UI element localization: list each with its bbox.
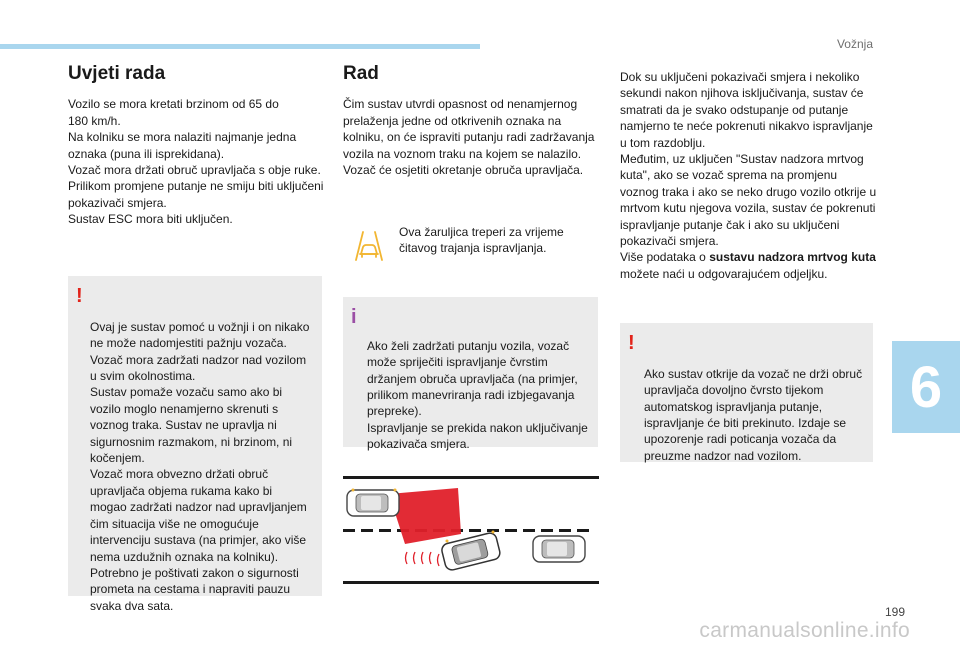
warning-text: Ako sustav otkrije da vozač ne drži obruč upravljača dovoljno čvrsto tijekom automatskog ispravljanja putanje, ispravljanje će biti prekinuto. Izdaje se upozorenje radi poticanja vozača da preuzme nadzor nad vozilom. [644,366,863,463]
road-edge-top [343,476,599,479]
chapter-tab: 6 [892,341,960,433]
warning-box-driver-attention [68,276,322,613]
road-edge-bottom [343,581,599,584]
warning-exclamation-icon: ! [628,332,635,354]
blind-spot-zone [389,488,461,544]
lamp-text: Ova žaruljica treperi za vrijeme čitavog trajanja ispravljanja. [399,225,564,256]
warning-exclamation-icon: ! [76,285,83,307]
lane-keep-assist-lamp-icon [349,226,389,266]
header-bar [0,44,480,49]
warning-box-hands-off [620,323,873,462]
watermark: carmanualsonline.info [699,619,910,642]
car-blind-spot-right [533,536,585,562]
car-top-left [347,490,399,516]
middle-column [343,63,601,178]
middle-body: Čim sustav utvrdi opasnost od nenamjernog prelaženja jedne od otkrivenih oznaka na kolniku, on će ispraviti putanju radi zadržavanja vozila na voznom traku na kojem se nalazilo. Vozač će osjetiti okretanje obruča upravljača. [343,97,595,178]
left-body: Vozilo se mora kretati brzinom od 65 do 180 km/h. Na kolniku se mora nalaziti najmanje jedna oznaka (puna ili isprekidana). Vozač mora držati obruč upravljača s obje ruke. Prilikom promjene putanje ne smiju biti uključeni pokazivači smjera. Sustav ESC mora biti uključen. [68,97,324,227]
info-icon: i [351,306,357,328]
right-body-text-end: možete naći u odgovarajućem odjeljku. [620,266,828,281]
blind-spot-reference: sustavu nadzora mrtvog kuta [709,250,876,265]
car-correcting [440,532,501,572]
section-title: Vožnja [836,37,873,51]
left-column [68,63,326,228]
left-title: Uvjeti rada [68,63,166,84]
page-number: 199 [884,605,905,619]
warning-text: Ovaj je sustav pomoć u vožnji i on nikako ne može nadomjestiti pažnju vozača. Vozač mora zadržati nadzor nad vozilom u svim okolnostima. Sustav pomaže vozaču samo ako bi vozilo moglo nenamjerno skrenuti s voznog traka. Sustav ne upravlja ni sigurnosnim razmakom, ni brzinom, ni kočenjem. Vozač mora obvezno držati obruč upravljača objema rukama kako bi mogao zadržati nadzor nad upravljanjem čim situacija više ne omogućuje intervenciju sustava (na primjer, ako više nema uzdužnih oznaka na kolniku). Potrebno je poštivati zakon o sigurnosti prometa na cestama i napraviti pauzu svaka dva sata. [90,319,310,613]
middle-title: Rad [343,63,379,84]
lane-dashes [343,529,589,532]
lamp-note [343,224,601,272]
right-column [620,66,878,282]
correction-arcs [406,552,440,566]
info-box-override [343,297,598,452]
right-body-text: Dok su uključeni pokazivači smjera i nekoliko sekundi nakon njihova isključivanja, sustav će smatrati da je svako odstupanje od putanje namjerno te neće pokrenuti nikakvo ispravljanje u tom razdoblju. Međutim, uz uključen "Sustav nadzora mrtvog kuta", ako se vozač sprema na promjenu voznog traka i ako se neko drugo vozilo otkrije u mrtvom kutu njegova vozila, sustav će pokrenuti ispravljanje putanje čak i ako su uključeni pokazivači smjera. Više podataka o [620,70,877,265]
info-text: Ako želi zadržati putanju vozila, vozač može spriječiti ispravljanje čvrstim držanjem obruča upravljača (na primjer, prilikom manevriranja radi izbjegavanja prepreke). Ispravljanje se prekida nakon uključivanje pokazivača smjera. [367,338,588,452]
lane-correction-illustration [343,476,599,584]
right-body [620,69,878,282]
